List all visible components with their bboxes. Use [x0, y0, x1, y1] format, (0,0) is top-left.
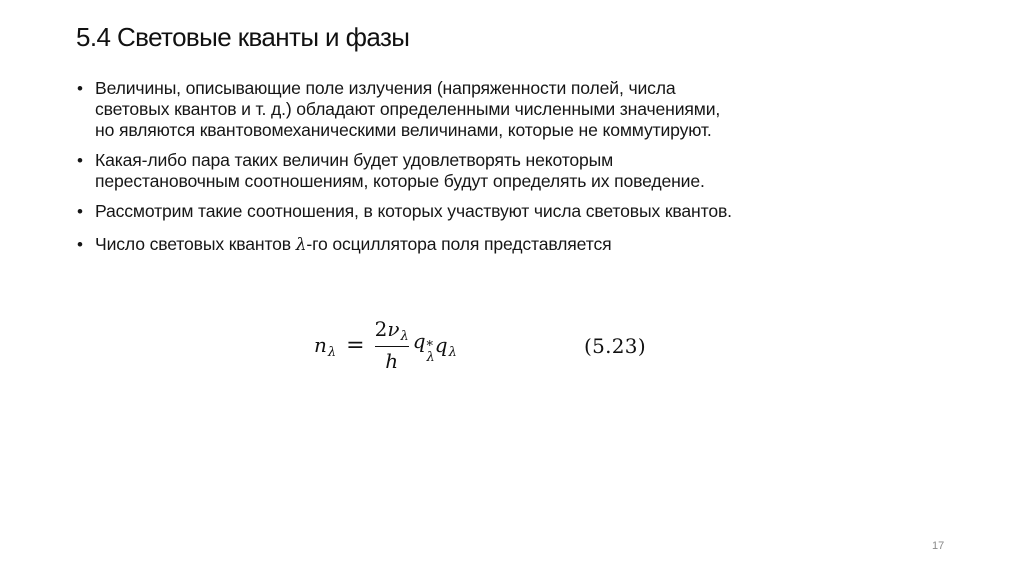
- lhs-variable: n: [314, 333, 327, 357]
- q2-variable: q: [434, 333, 448, 357]
- bullet-text-before: Число световых квантов: [95, 234, 296, 254]
- bullet-text-line: но являются квантовомеханическими величинами, которые не коммутируют.: [95, 120, 712, 140]
- page-number: 17: [932, 540, 945, 552]
- bullet-dot-icon: •: [77, 202, 83, 221]
- bullet-item: [72, 201, 932, 222]
- bullet-dot-icon: •: [77, 235, 83, 254]
- lhs-subscript: λ: [327, 345, 337, 360]
- q1-subscript: λ: [426, 350, 435, 365]
- bullet-text-line: [95, 234, 932, 256]
- equals-sign: =: [346, 332, 365, 358]
- fraction-denominator: h: [385, 349, 399, 374]
- equation-5-23: [314, 315, 457, 375]
- bullet-dot-icon: •: [77, 151, 83, 170]
- bullet-item: [72, 78, 932, 141]
- numerator-coefficient: 2: [374, 316, 388, 341]
- bullet-text-line: Величины, описывающие поле излучения (напряженности полей, числа: [95, 78, 676, 98]
- bullet-text-line: Какая-либо пара таких величин будет удовлетворять некоторым: [95, 150, 614, 170]
- bullet-list: [72, 78, 932, 268]
- q2-subscript: λ: [448, 345, 457, 360]
- q1-scripts: [427, 341, 435, 363]
- bullet-text-line: перестановочным соотношениям, которые будут определять их поведение.: [95, 171, 705, 191]
- q-term: [434, 333, 457, 360]
- fraction-numerator: [375, 317, 409, 345]
- equation-number: (5.23): [584, 334, 646, 358]
- fraction: [375, 317, 409, 374]
- numerator-variable: ν: [387, 316, 400, 341]
- bullet-dot-icon: •: [77, 79, 83, 98]
- bullet-item: [72, 150, 932, 192]
- bullet-item: [72, 234, 932, 256]
- q-conjugate-term: [412, 329, 435, 365]
- q1-variable: q: [412, 329, 426, 353]
- bullet-text-line: световых квантов и т. д.) обладают определенными численными значениями,: [95, 99, 721, 119]
- bullet-text-after: -го осциллятора поля представляется: [306, 234, 612, 254]
- equation-lhs: [314, 333, 337, 360]
- numerator-subscript: λ: [400, 328, 409, 344]
- lambda-symbol: λ: [295, 235, 307, 255]
- bullet-text-line: Рассмотрим такие соотношения, в которых участвуют числа световых квантов.: [95, 201, 732, 221]
- q1-superscript: *: [426, 339, 434, 354]
- slide-title: 5.4 Световые кванты и фазы: [76, 22, 410, 52]
